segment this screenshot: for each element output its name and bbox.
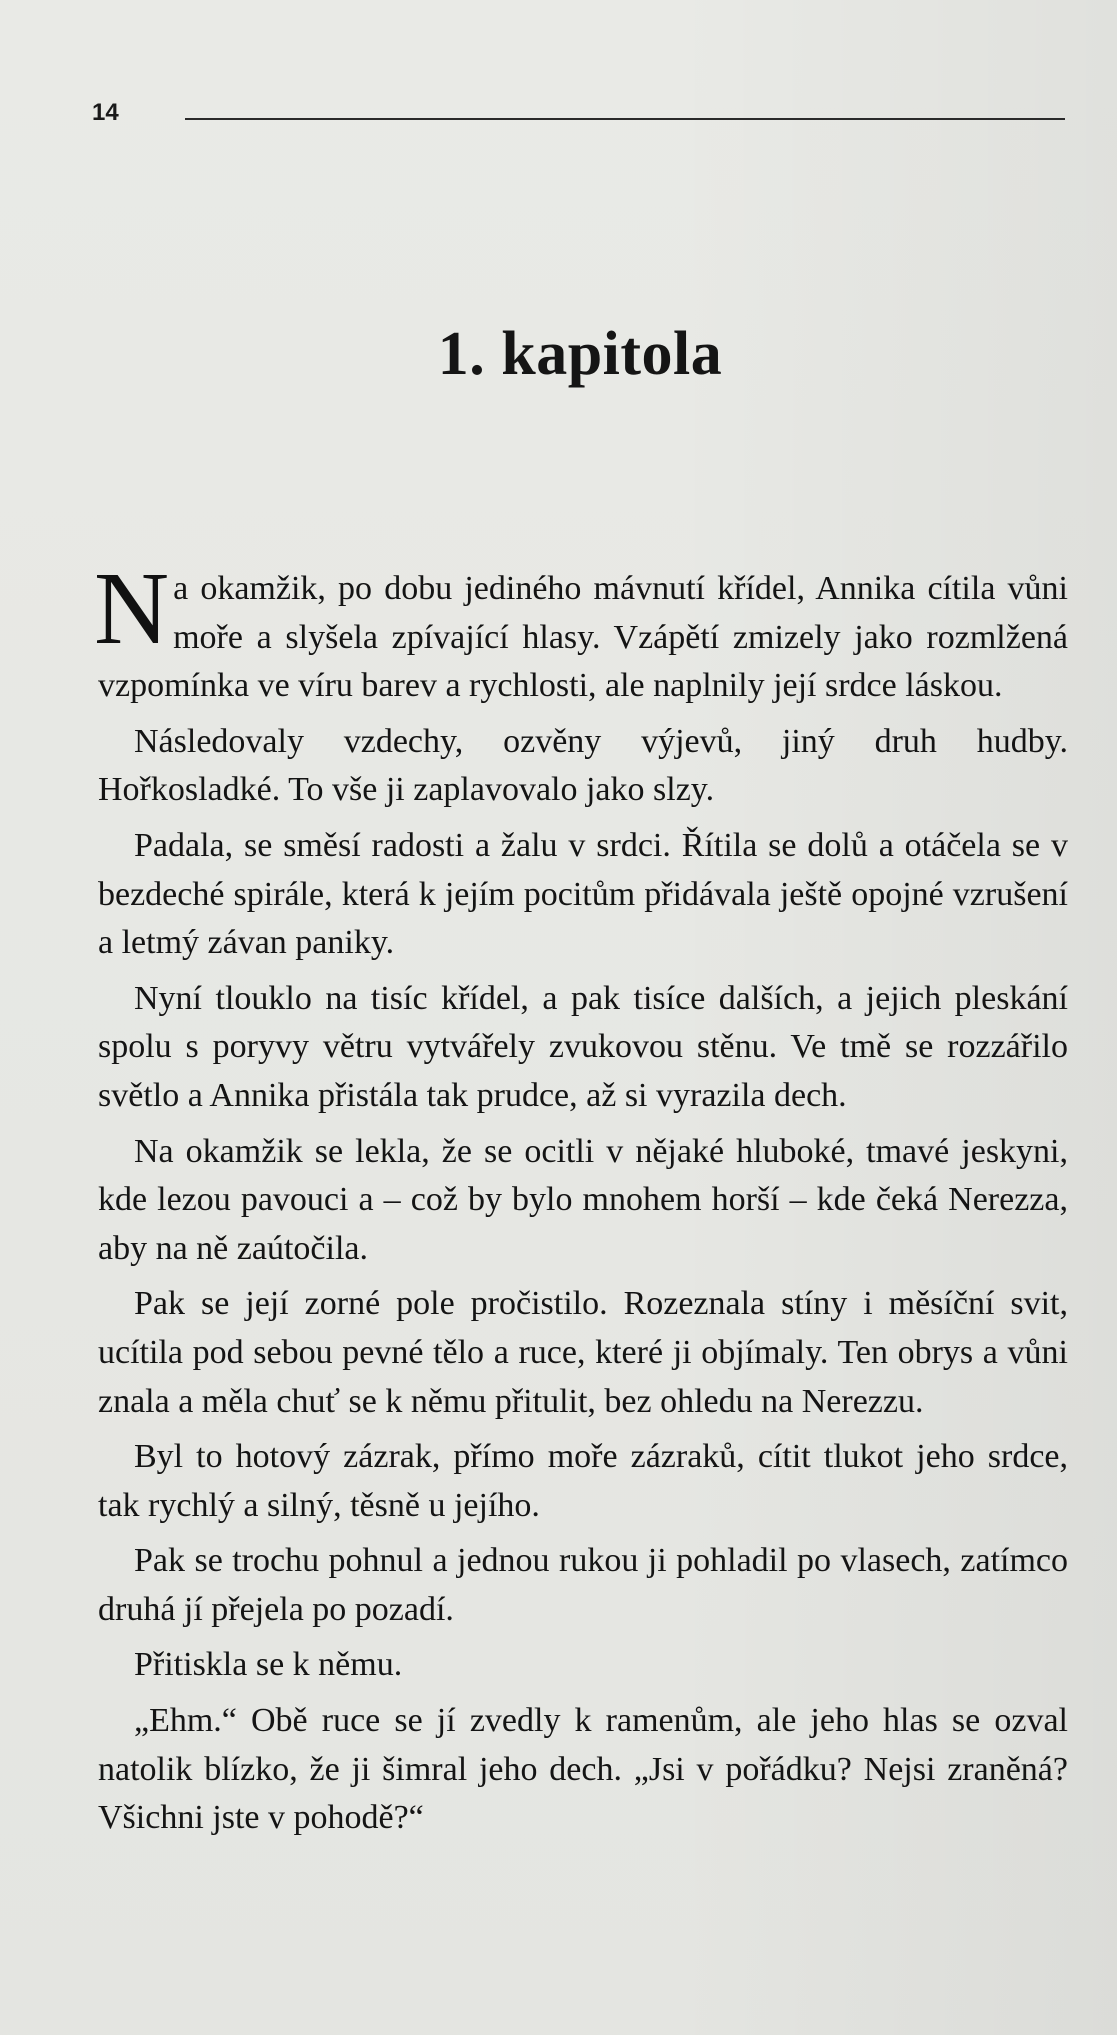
page-number: 14: [92, 99, 119, 126]
paragraph-8: Pak se trochu pohnul a jednou rukou ji pohladil po vlasech, zatímco druhá jí přejela po pozadí.: [98, 1542, 1068, 1628]
chapter-title: 1. kapitola: [437, 320, 723, 388]
body-text: [94, 551, 1068, 1850]
paragraph-5: Na okamžik se lekla, že se ocitli v nějaké hluboké, tmavé jeskyni, kde lezou pavouci a – což by bylo mnohem horší – kde čeká Nerezza, aby na ně zaútočila.: [98, 1132, 1068, 1267]
paragraph-10: „Ehm.“ Obě ruce se jí zvedly k ramenům, ale jeho hlas se ozval natolik blízko, že ji šimral jeho dech. „Jsi v pořádku? Nejsi zraněná? Všichni jste v pohodě?“: [98, 1702, 1068, 1837]
drop-cap: N: [94, 551, 170, 666]
paragraph-6: Pak se její zorné pole pročistilo. Rozeznala stíny i měsíční svit, ucítila pod sebou pevné tělo a ruce, které ji objímaly. Ten obrys a vůni znala a měla chuť se k němu přitulit, bez ohledu na Nerezzu.: [98, 1285, 1068, 1420]
page-header: [92, 98, 1067, 128]
paragraph-7: Byl to hotový zázrak, přímo moře zázraků, cítit tlukot jeho srdce, tak rychlý a silný, těsně u jejího.: [98, 1438, 1068, 1524]
header-rule: [185, 118, 1065, 120]
paragraph-2: Následovaly vzdechy, ozvěny výjevů, jiný druh hudby. Hořkosladké. To vše ji zaplavovalo jako slzy.: [98, 722, 1068, 809]
paragraph-9: Přitiskla se k němu.: [134, 1646, 403, 1684]
paragraph-text: a okamžik, po dobu jediného mávnutí křídel, Annika cítila vůni moře a slyšela zpívající hlasy. Vzápětí zmizely jako rozmlžená vzpomínka ve víru barev a rychlosti, ale naplnily její srdce láskou.: [98, 570, 1068, 705]
paragraph-3: Padala, se směsí radosti a žalu v srdci. Řítila se dolů a otáčela se v bezdeché spirále, která k jejím pocitům přidávala ještě opojné vzrušení a letmý závan paniky.: [98, 826, 1068, 962]
paragraph-1: [94, 551, 1068, 711]
paragraph-4: Nyní tlouklo na tisíc křídel, a pak tisíce dalších, a jejich pleskání spolu s poryvy větru vytvářely zvukovou stěnu. Ve tmě se rozzářilo světlo a Annika přistála tak prudce, až si vyrazila dech.: [98, 979, 1068, 1114]
